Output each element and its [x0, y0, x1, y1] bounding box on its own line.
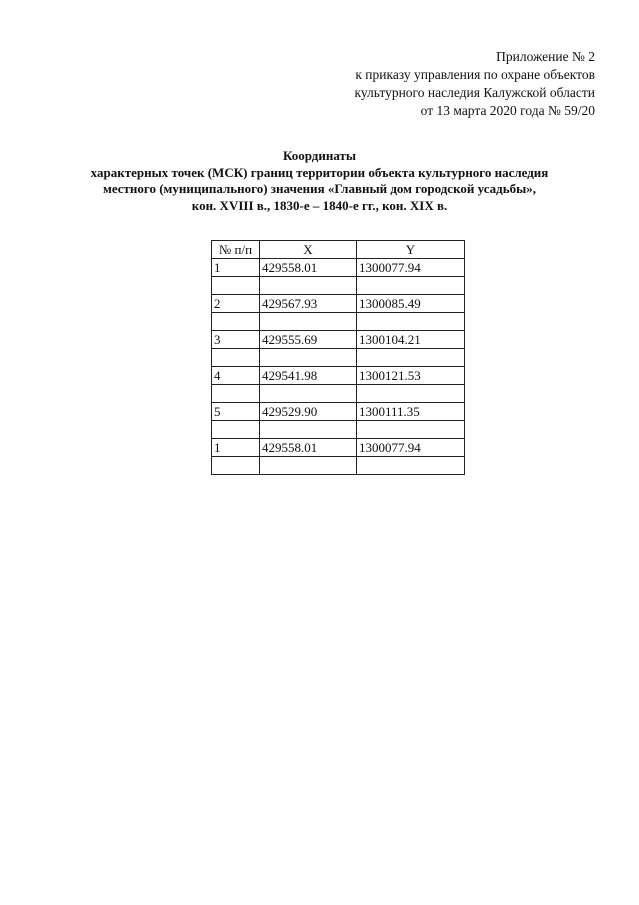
cell-x: 429529.90 — [260, 403, 357, 421]
cell-number: 2 — [212, 295, 260, 313]
table-row — [212, 439, 465, 457]
title-line-3: местного (муниципального) значения «Главный дом городской усадьбы», — [102, 181, 537, 196]
table-row — [212, 349, 465, 367]
cell-x — [260, 385, 357, 403]
cell-y: 1300077.94 — [357, 439, 465, 457]
cell-y — [357, 385, 465, 403]
cell-x: 429555.69 — [260, 331, 357, 349]
coordinates-table — [211, 240, 465, 475]
table-row — [212, 421, 465, 439]
cell-number: 1 — [212, 439, 260, 457]
cell-number: 4 — [212, 367, 260, 385]
annex-number: Приложение № 2 — [496, 49, 595, 64]
annex-header — [354, 48, 595, 120]
cell-number — [212, 277, 260, 295]
header-number: № п/п — [212, 241, 260, 259]
cell-x: 429558.01 — [260, 439, 357, 457]
annex-order-ref: к приказу управления по охране объектов — [355, 67, 595, 82]
cell-x: 429567.93 — [260, 295, 357, 313]
cell-number — [212, 457, 260, 475]
title-line-4: кон. XVIII в., 1830-е – 1840-е гг., кон. XIX в. — [191, 197, 448, 213]
cell-x — [260, 421, 357, 439]
cell-number — [212, 385, 260, 403]
table-row — [212, 331, 465, 349]
cell-x: 429541.98 — [260, 367, 357, 385]
cell-number — [212, 313, 260, 331]
table-row — [212, 295, 465, 313]
cell-number: 3 — [212, 331, 260, 349]
cell-x — [260, 457, 357, 475]
cell-y: 1300111.35 — [357, 403, 465, 421]
cell-x — [260, 277, 357, 295]
header-y: Y — [357, 241, 465, 259]
cell-x — [260, 349, 357, 367]
cell-y: 1300121.53 — [357, 367, 465, 385]
cell-number — [212, 349, 260, 367]
annex-authority: культурного наследия Калужской области — [354, 85, 595, 100]
table-header-row — [212, 241, 465, 259]
document-title — [40, 148, 599, 214]
cell-number: 1 — [212, 259, 260, 277]
cell-number — [212, 421, 260, 439]
cell-y — [357, 421, 465, 439]
table-row — [212, 313, 465, 331]
cell-y: 1300085.49 — [357, 295, 465, 313]
cell-y: 1300077.94 — [357, 259, 465, 277]
title-heading: Координаты — [282, 148, 357, 163]
cell-x — [260, 313, 357, 331]
cell-y — [357, 457, 465, 475]
table-row — [212, 277, 465, 295]
cell-y — [357, 277, 465, 295]
table-row — [212, 403, 465, 421]
annex-date: от 13 марта 2020 года № 59/20 — [420, 103, 595, 118]
table-row — [212, 259, 465, 277]
cell-number: 5 — [212, 403, 260, 421]
cell-y — [357, 313, 465, 331]
cell-y: 1300104.21 — [357, 331, 465, 349]
table-row — [212, 457, 465, 475]
title-line-2: характерных точек (МСК) границ территории объекта культурного наследия — [90, 164, 549, 180]
cell-x: 429558.01 — [260, 259, 357, 277]
header-x: X — [260, 241, 357, 259]
table-row — [212, 367, 465, 385]
cell-y — [357, 349, 465, 367]
table-row — [212, 385, 465, 403]
